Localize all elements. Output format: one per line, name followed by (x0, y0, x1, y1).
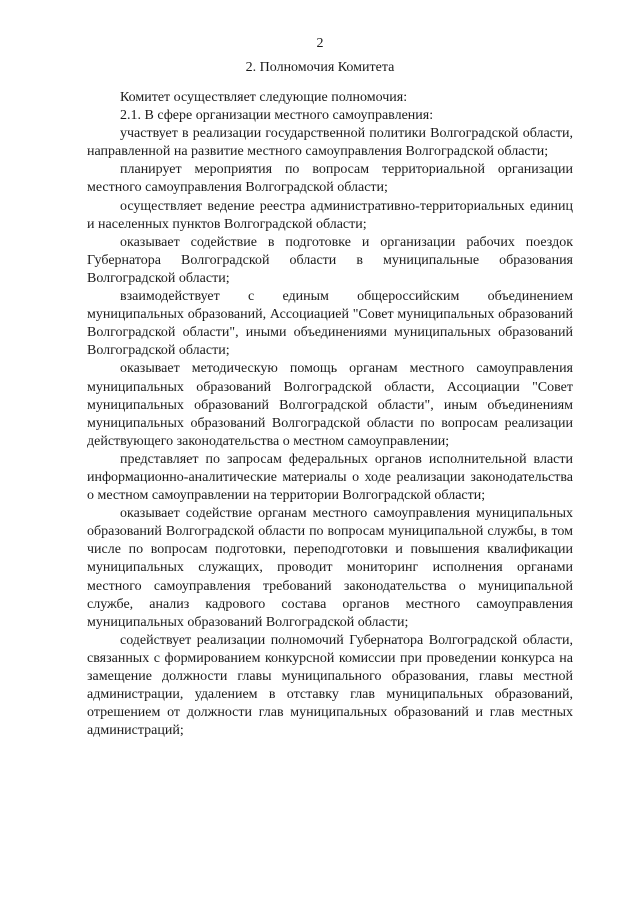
paragraph: представляет по запросам федеральных органов исполнительной власти информационно-аналитические материалы о ходе реализации законодательства о местном самоуправлении на территории Волгоградской области; (87, 451, 573, 504)
paragraph: оказывает содействие в подготовке и организации рабочих поездок Губернатора Волгоградской области в муниципальные образования Волгоградской области; (87, 234, 573, 286)
page-number: 2 (316, 36, 324, 51)
paragraph: 2.1. В сфере организации местного самоуправления: (120, 108, 434, 124)
paragraph: осуществляет ведение реестра административно-территориальных единиц и населенных пунктов Волгоградской области; (87, 198, 573, 232)
section-heading: 2. Полномочия Комитета (245, 60, 395, 75)
paragraph: содействует реализации полномочий Губернатора Волгоградской области, связанных с формированием конкурсной комиссии при проведении конкурса на замещение должности главы муниципального образования, главы местной администрации, удалением в отставку глав муниципальных образований, отрешением от должности глав муниципальных образований и глав местных администраций; (87, 632, 573, 739)
document-body (87, 89, 573, 740)
paragraph: взаимодействует с единым общероссийским объединением муниципальных образований, Ассоциацией "Совет муниципальных образований Волгоградской области", иными объединениями муниципальных образований Волгоградской области; (87, 289, 573, 359)
paragraph: оказывает методическую помощь органам местного самоуправления муниципальных образований Волгоградской области, Ассоциации "Совет муниципальных образований Волгоградской области", иным объединениям муниципальных образований Волгоградской области по вопросам реализации действующего законодательства о местном самоуправлении; (87, 361, 573, 449)
paragraph: оказывает содействие органам местного самоуправления муниципальных образований Волгоградской области по вопросам муниципальной службы, в том числе по вопросам подготовки, переподготовки и повышения квалификации муниципальных служащих, проводит мониторинг исполнения органами местного самоуправления требований законодательства о муниципальной службе, анализ кадрового состава органов местного самоуправления муниципальных образований Волгоградской области; (87, 506, 573, 630)
paragraph: участвует в реализации государственной политики Волгоградской области, направленной на развитие местного самоуправления Волгоградской области; (87, 126, 573, 160)
paragraph: Комитет осуществляет следующие полномочия: (120, 90, 408, 105)
paragraph: планирует мероприятия по вопросам территориальной организации местного самоуправления Волгоградской области; (87, 162, 573, 196)
